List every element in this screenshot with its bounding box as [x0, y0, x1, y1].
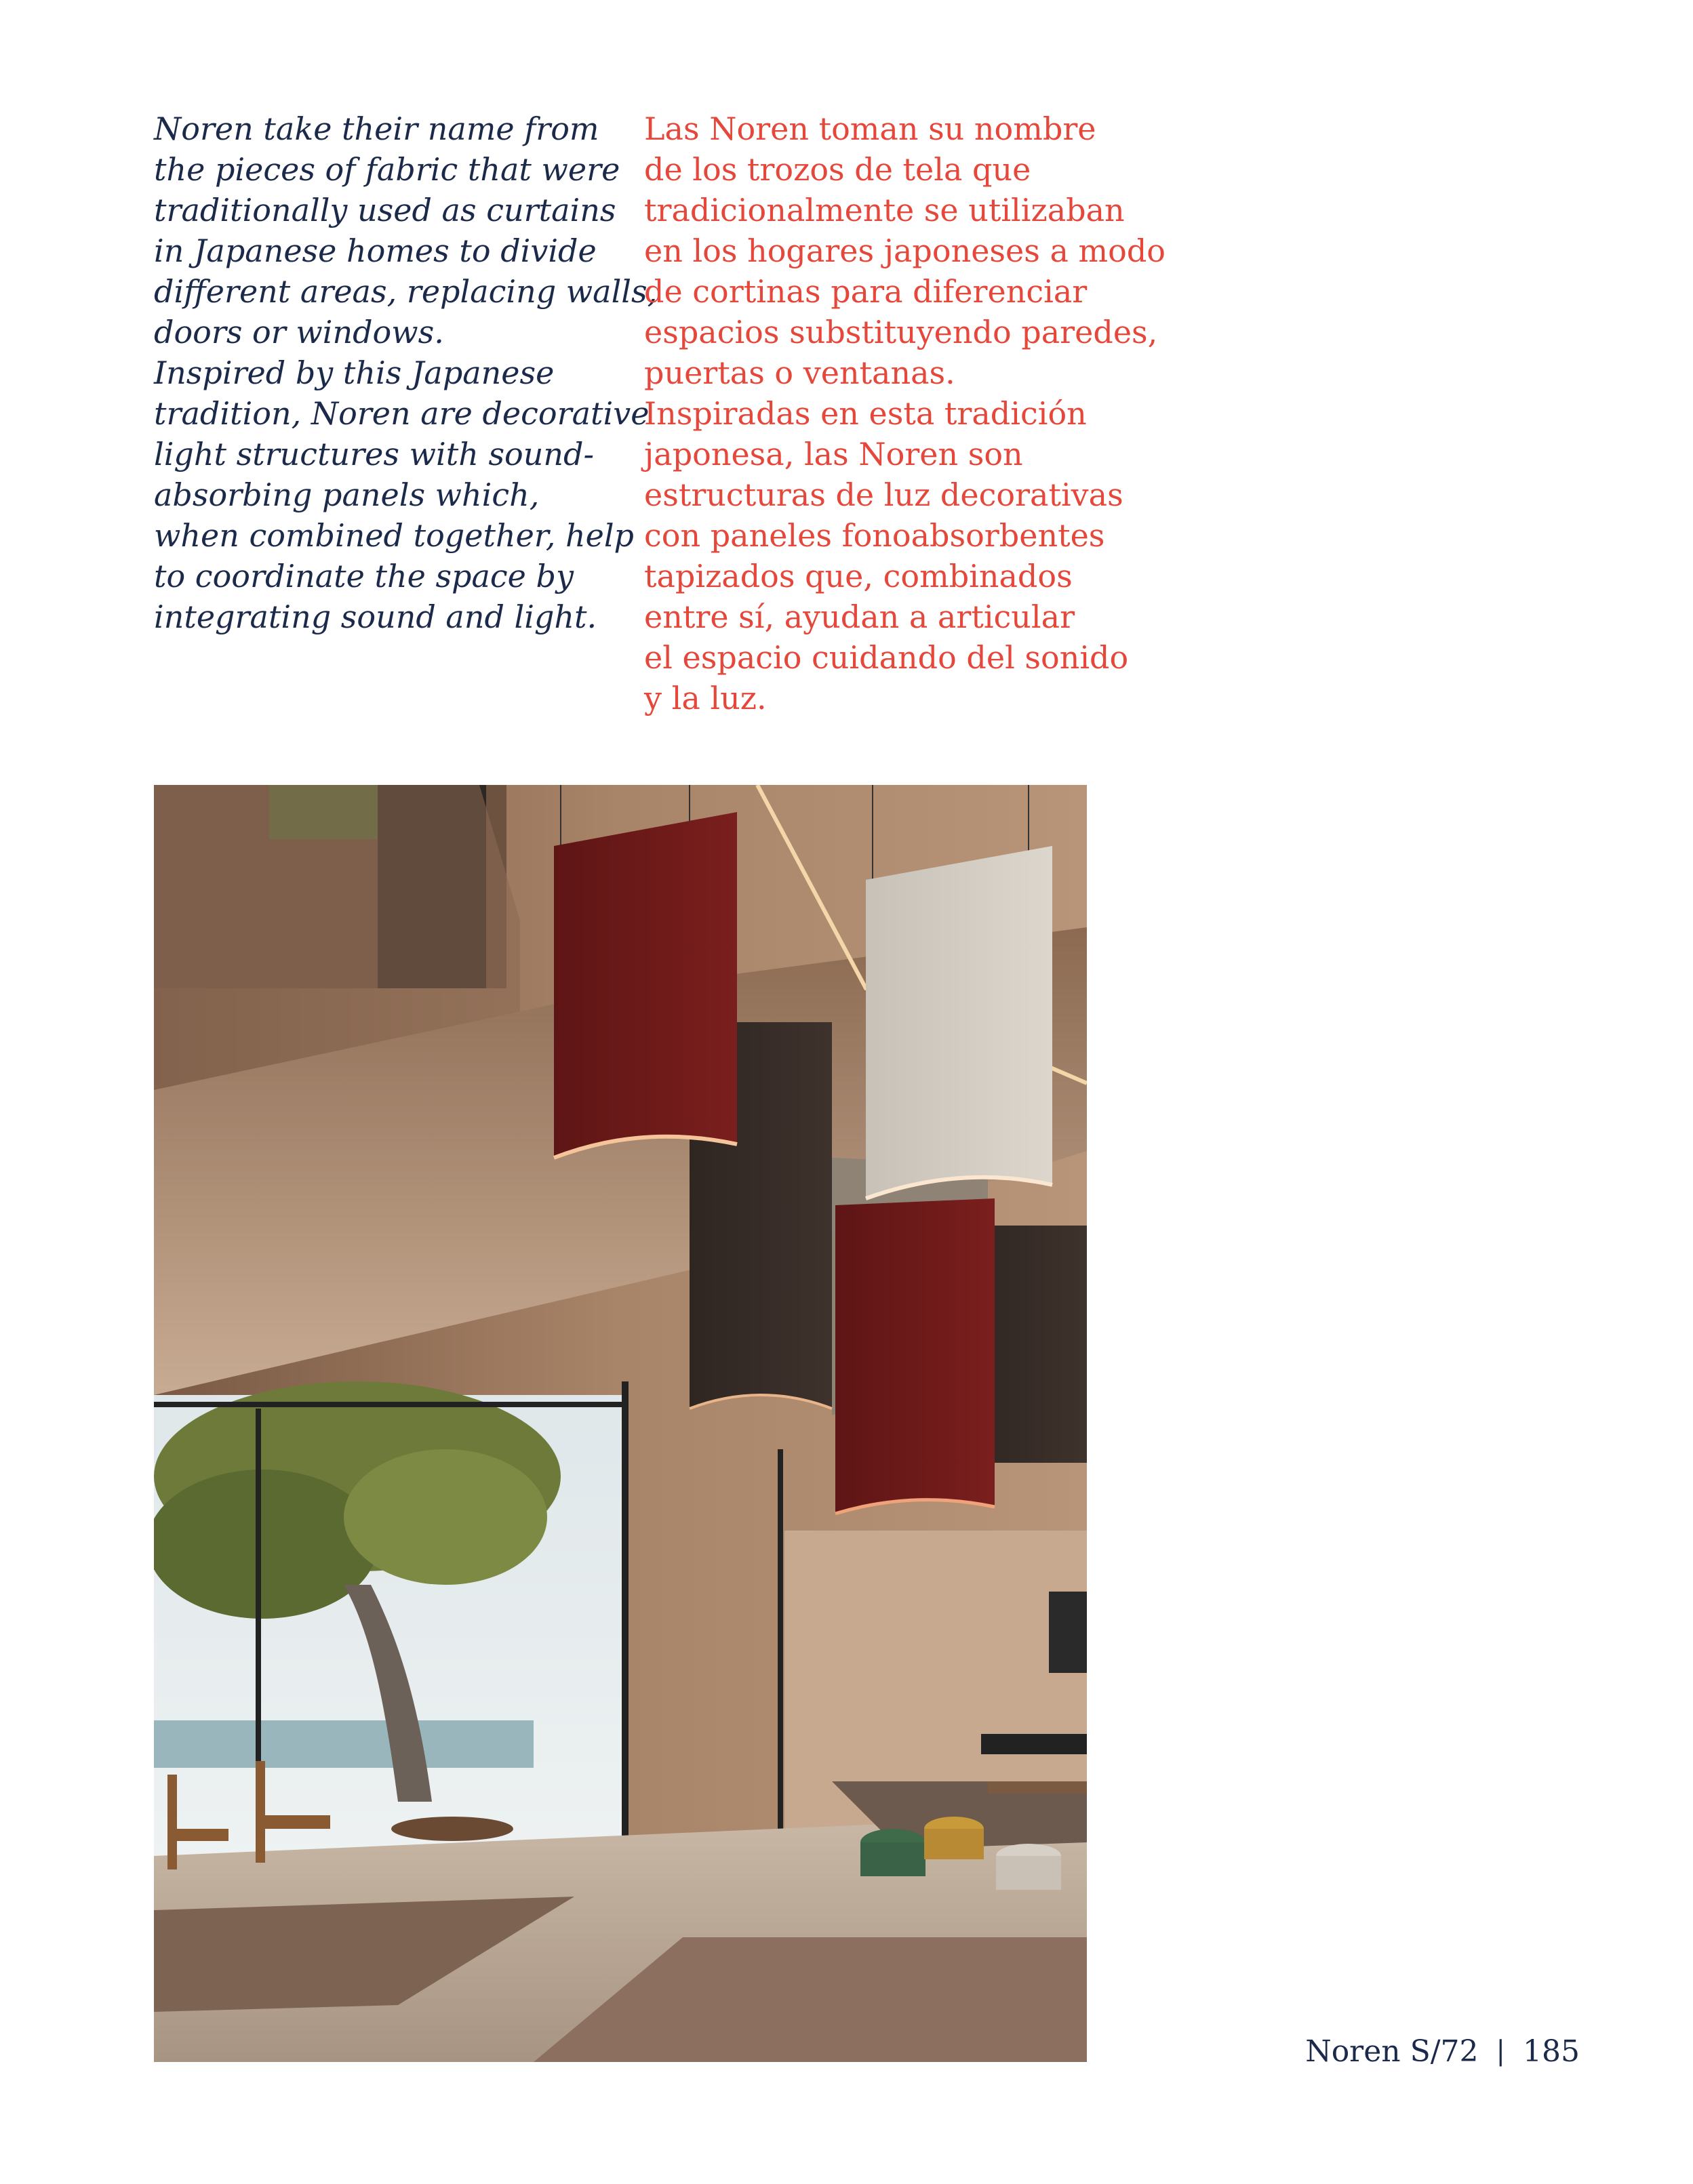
english-line: integrating sound and light.	[154, 599, 597, 635]
spanish-line: tradicionalmente se utilizaban	[644, 192, 1125, 228]
spanish-line: entre sí, ayudan a articular	[644, 599, 1075, 635]
spanish-line: el espacio cuidando del sonido	[644, 639, 1129, 676]
english-line: to coordinate the space by	[154, 558, 574, 594]
spanish-line: de cortinas para diferenciar	[644, 273, 1088, 310]
spanish-line: japonesa, las Noren son	[644, 436, 1023, 472]
english-line: different areas, replacing walls,	[154, 273, 658, 310]
spanish-line: espacios substituyendo paredes,	[644, 314, 1158, 350]
spanish-line: en los hogares japoneses a modo	[644, 232, 1166, 269]
english-line: when combined together, help	[154, 517, 634, 554]
page-number: 185	[1523, 2034, 1580, 2069]
interior-illustration	[154, 785, 1087, 2062]
spanish-line: con paneles fonoabsorbentes	[644, 517, 1105, 554]
spanish-line: de los trozos de tela que	[644, 151, 1031, 188]
spanish-line: y la luz.	[644, 680, 767, 716]
english-line: absorbing panels which,	[154, 477, 540, 513]
footer-separator: |	[1496, 2036, 1506, 2067]
english-line: traditionally used as curtains	[154, 192, 616, 228]
footer-product-name: Noren S/72	[1305, 2034, 1479, 2069]
english-line: Inspired by this Japanese	[154, 355, 555, 391]
english-line: tradition, Noren are decorative	[154, 395, 650, 432]
spanish-line: estructuras de luz decorativas	[644, 477, 1123, 513]
english-text-column	[154, 108, 658, 637]
spanish-text-column	[644, 108, 1166, 719]
english-line: the pieces of fabric that were	[154, 151, 620, 188]
english-line: light structures with sound-	[154, 436, 594, 472]
english-line: doors or windows.	[154, 314, 444, 350]
interior-photo	[154, 785, 1087, 2062]
spanish-line: Las Noren toman su nombre	[644, 110, 1096, 147]
english-line: in Japanese homes to divide	[154, 232, 597, 269]
spanish-line: tapizados que, combinados	[644, 558, 1073, 594]
page-footer	[1305, 2031, 1580, 2071]
english-line: Noren take their name from	[154, 110, 599, 147]
spanish-line: Inspiradas en esta tradición	[644, 395, 1087, 432]
spanish-line: puertas o ventanas.	[644, 355, 955, 391]
